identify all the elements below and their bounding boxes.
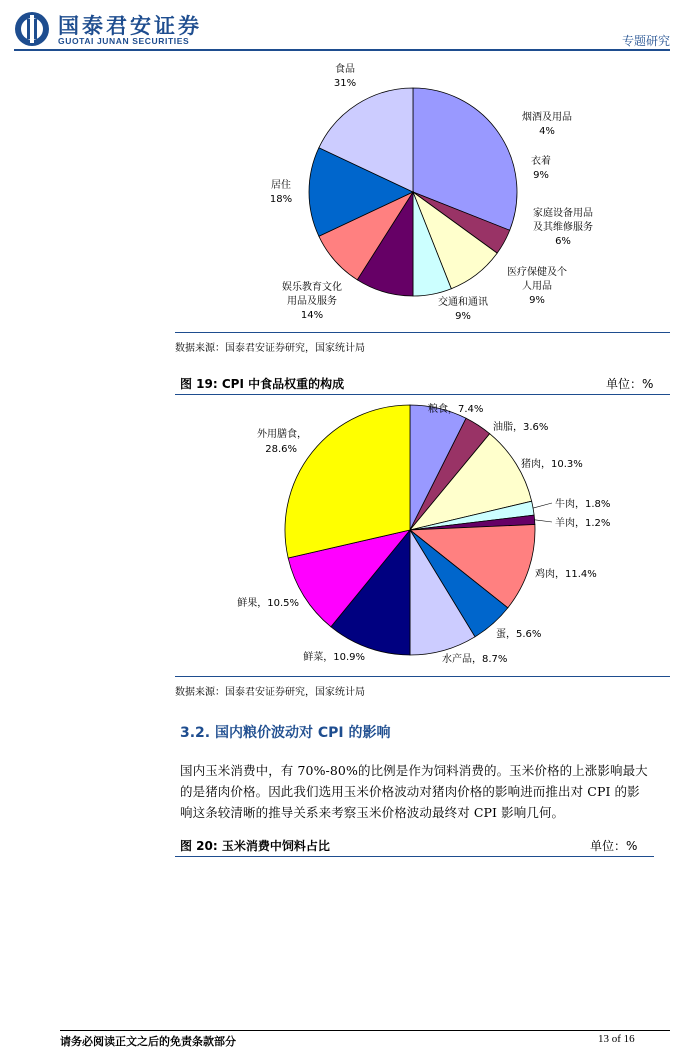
section-heading: 3.2. 国内粮价波动对 CPI 的影响 — [180, 725, 391, 741]
pie2-label-9: 鲜果，10.5% — [237, 598, 299, 609]
pie2-label-0: 粮食，7.4% — [428, 404, 484, 415]
chart2-divider — [175, 676, 670, 677]
pie2-leader-3 — [533, 503, 552, 508]
pie1-label-medical: 医疗保健及个人用品 9% — [507, 267, 567, 306]
pie1-label-transport: 交通和通讯 9% — [438, 297, 488, 322]
chart1-divider — [175, 332, 670, 333]
pie2-label-4: 羊肉，1.2% — [555, 518, 611, 529]
cpi-weights-pie-chart — [175, 52, 675, 334]
pie2-label-3: 牛肉，1.8% — [555, 499, 611, 510]
pie1-label-entertainment: 娱乐教育文化用品及服务 14% — [282, 282, 342, 321]
figure20-unit: 单位：% — [590, 839, 638, 853]
pie2-label-1: 油脂，3.6% — [493, 422, 549, 433]
company-logo-icon — [14, 11, 50, 47]
pie2-label-7: 水产品，8.7% — [442, 654, 508, 665]
pie1-label-housing: 居住 18% — [269, 180, 293, 205]
report-type: 专题研究 — [621, 34, 670, 48]
figure19-title: 图 19: CPI 中食品权重的构成 — [180, 377, 345, 391]
chart2-source: 数据来源：国泰君安证券研究，国家统计局 — [175, 687, 365, 698]
figure19-title-divider — [175, 394, 670, 395]
pie2-label-5: 鸡肉，11.4% — [535, 569, 597, 580]
header-divider — [14, 49, 670, 51]
pie1-label-clothing: 衣着 9% — [531, 156, 551, 181]
company-name-cn: 国泰君安证券 — [58, 14, 202, 38]
figure19-unit: 单位：% — [606, 377, 654, 391]
pie2-leader-4 — [535, 520, 552, 522]
figure20-title: 图 20: 玉米消费中饲料占比 — [180, 839, 330, 853]
chart1-source: 数据来源：国泰君安证券研究，国家统计局 — [175, 343, 365, 354]
pie2-label-2: 猪肉，10.3% — [521, 459, 583, 470]
page-number: 13 of 16 — [598, 1033, 635, 1045]
pie1-label-household: 家庭设备用品及其维修服务 6% — [533, 208, 593, 247]
company-name-en: GUOTAI JUNAN SECURITIES — [58, 36, 190, 46]
section-paragraph: 国内玉米消费中，有 70%-80%的比例是作为饲料消费的。玉米价格的上涨影响最大的是猪肉价格。因此我们选用玉米价格波动对猪肉价格的影响进而推出对 CPI 的影响这条较清晰的推导关系来考察玉米价格波动最终对 CPI 影响几何。 — [180, 763, 648, 820]
food-weights-pie-chart — [175, 396, 675, 678]
figure20-title-divider — [175, 856, 654, 857]
pie2-label-8: 鲜菜，10.9% — [303, 652, 365, 663]
pie2-label-10: 外用膳食， 28.6% — [257, 429, 307, 455]
pie1-label-food: 食品 31% — [333, 64, 357, 89]
footer-disclaimer: 请务必阅读正文之后的免责条款部分 — [60, 1035, 236, 1048]
pie1-label-tobacco: 烟酒及用品 4% — [522, 112, 572, 137]
footer-divider — [60, 1030, 670, 1031]
pie2-label-6: 蛋，5.6% — [496, 629, 542, 640]
